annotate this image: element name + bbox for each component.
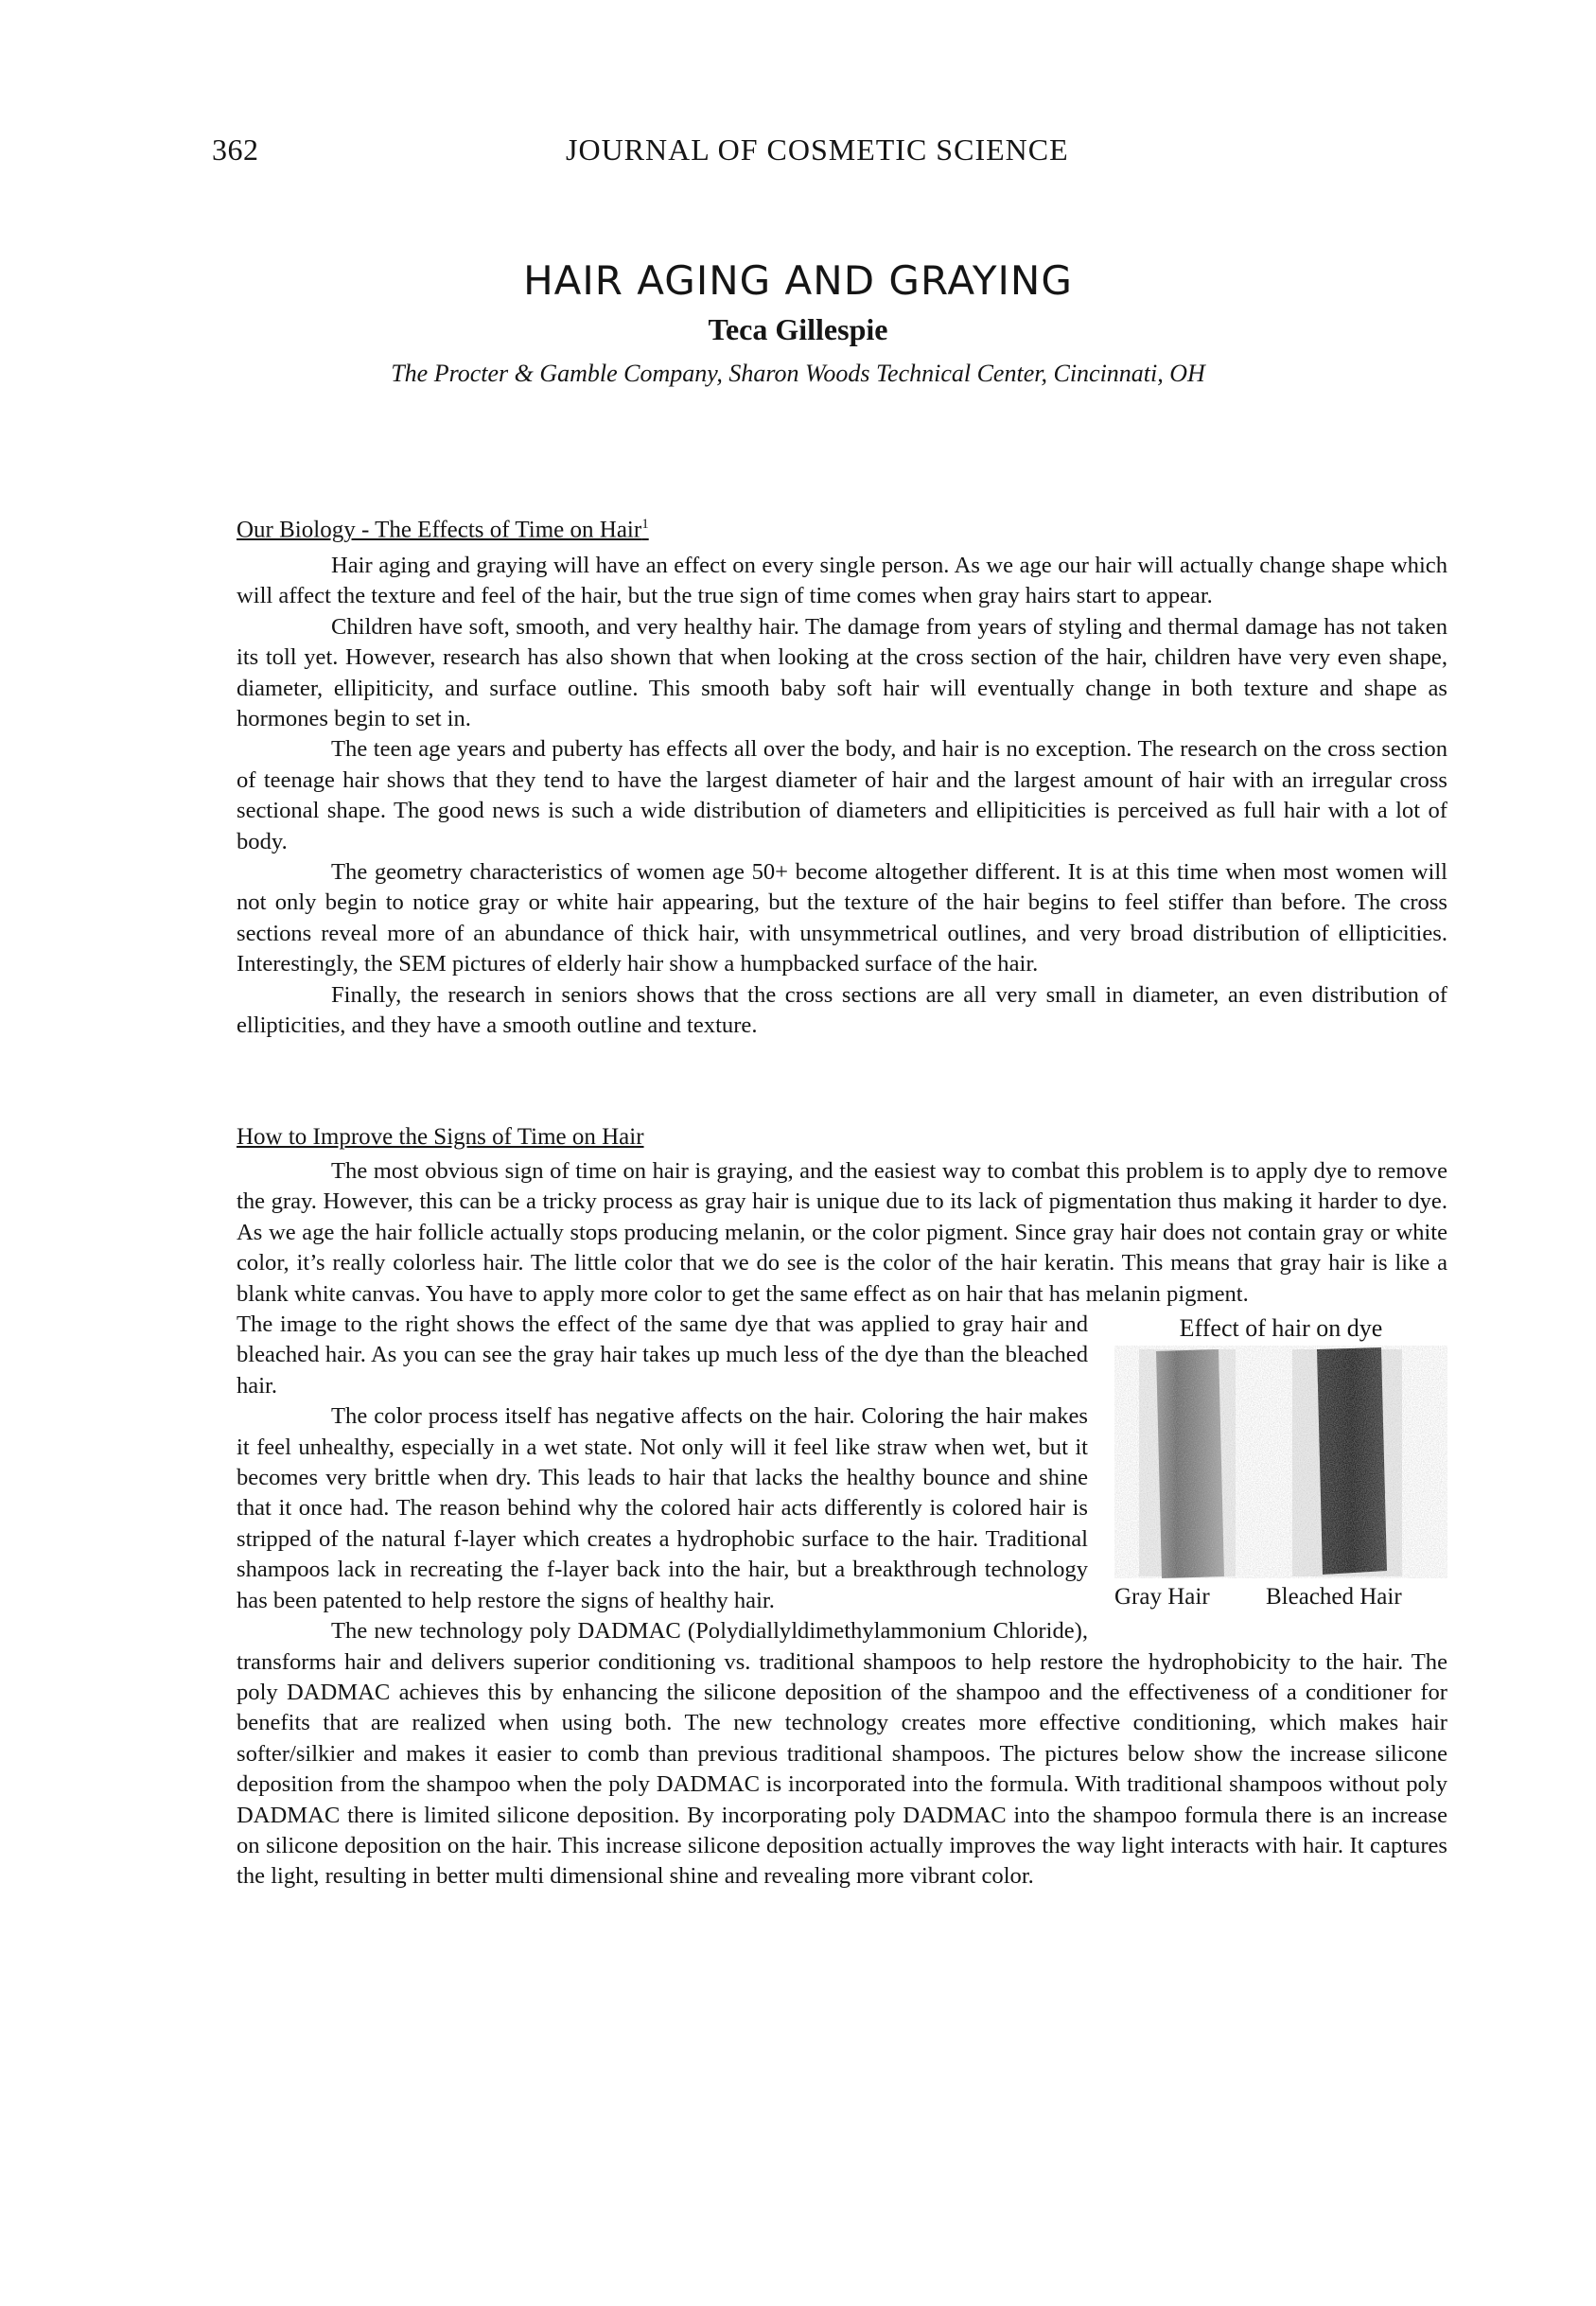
paragraph: Finally, the research in seniors shows that the cross sections are all very small in diameter, an even distribution of ellipticities, and they have a smooth outline and texture. [237,981,1447,1039]
paragraph: Children have soft, smooth, and very healthy hair. The damage from years of styling and thermal damage has not taken its toll yet. However, research has also shown that when looking at the cross section of the hair, children have very even shape, diameter, ellipiticity, and surface outline. This smooth baby soft hair will eventually change in both texture and shape as hormones begin to set in. [237,613,1447,732]
author-name: Teca Gillespie [708,312,888,346]
article-title: HAIR AGING AND GRAYING [523,257,1073,305]
footnote-marker: 1 [641,517,649,532]
section-biology-body [237,551,1447,1042]
dye-effect-figure [1114,1313,1447,1635]
section-improve-body [237,1156,1447,1892]
paragraph: The most obvious sign of time on hair is graying, and the easiest way to combat this problem is to apply dye to remove the gray. However, this can be a tricky process as gray hair is unique due to its lack of pigmentation thus making it harder to dye. As we age the hair follicle actually stops producing melanin, or the color pigment. Since gray hair does not contain gray or white color, it’s really colorless hair. The little color that we do see is the color of the hair keratin. This means that gray hair is like a blank white canvas. You have to apply more color to get the same effect as on hair that has melanin pigment. [237,1158,1447,1307]
journal-title: JOURNAL OF COSMETIC SCIENCE [566,132,1069,167]
paragraph: The new technology poly DADMAC (Polydiallyldimethylammonium Chloride), transforms hair and delivers superior conditioning vs. traditional shampoos to help restore the hydrophobicity to the hair. The poly DADMAC achieves this by enhancing the silicone deposition of the shampoo and the effectiveness of a conditioner for benefits that are realized when using both. The new technology creates more effective conditioning, which makes hair softer/silkier and makes it easier to comb than previous traditional shampoos. The pictures below show the increase silicone deposition from the shampoo when the poly DADMAC is incorporated into the formula. With traditional shampoos without poly DADMAC there is limited silicone deposition. By incorporating poly DADMAC into the shampoo formula there is an increase on silicone deposition on the hair. This increase silicone deposition actually improves the way light interacts with hair. It captures the light, resulting in better multi dimensional shine and revealing more vibrant color. [237,1618,1447,1890]
bleached-hair-label: Bleached Hair [1266,1584,1402,1611]
section-heading-biology [237,517,649,543]
gray-hair-label: Gray Hair [1114,1584,1210,1611]
paragraph: The geometry characteristics of women age 50+ become altogether different. It is at this time when most women will not only begin to notice gray or white hair appearing, but the texture of the hair begins to feel stiffer than before. The cross sections reveal more of an abundance of thick hair, with unsymmetrical outlines, and very broad distribution of ellipticities. Interestingly, the SEM pictures of elderly hair show a humpbacked surface of the hair. [237,859,1447,977]
paragraph: The color process itself has negative affects on the hair. Coloring the hair makes it feel unhealthy, especially in a wet state. Not only will it feel like straw when wet, but it becomes very brittle when dry. This leads to hair that lacks the healthy bounce and shine that it once had. The reason behind why the colored hair acts differently is colored hair is stripped of the natural f-layer which creates a hydrophobic surface to the hair. Traditional shampoos lack in recreating the f-layer back into the hair, but a breakthrough technology has been patented to help restore the signs of healthy hair. [237,1403,1088,1613]
paragraph: The teen age years and puberty has effects all over the body, and hair is no exception. The research on the cross section of teenage hair shows that they tend to have the largest diameter of hair and the largest amount of hair with an irregular cross sectional shape. The good news is such a wide distribution of diameters and ellipiticities is perceived as full hair with a lot of body. [237,736,1447,854]
section-heading-biology-text: Our Biology - The Effects of Time on Hair [237,517,642,543]
paragraph: The image to the right shows the effect of the same dye that was applied to gray hair and bleached hair. As you can see the gray hair takes up much less of the dye than the bleached hair. [237,1311,1088,1399]
page-number: 362 [212,132,259,167]
figure-caption: Effect of hair on dye [1179,1314,1383,1343]
paragraph: Hair aging and graying will have an effect on every single person. As we age our hair will actually change shape which will affect the texture and feel of the hair, but the true sign of time comes when gray hairs start to appear. [237,553,1447,609]
hair-dye-photo [1114,1346,1447,1578]
author-affiliation: The Procter & Gamble Company, Sharon Woods Technical Center, Cincinnati, OH [391,360,1205,387]
section-heading-improve: How to Improve the Signs of Time on Hair [237,1124,644,1150]
